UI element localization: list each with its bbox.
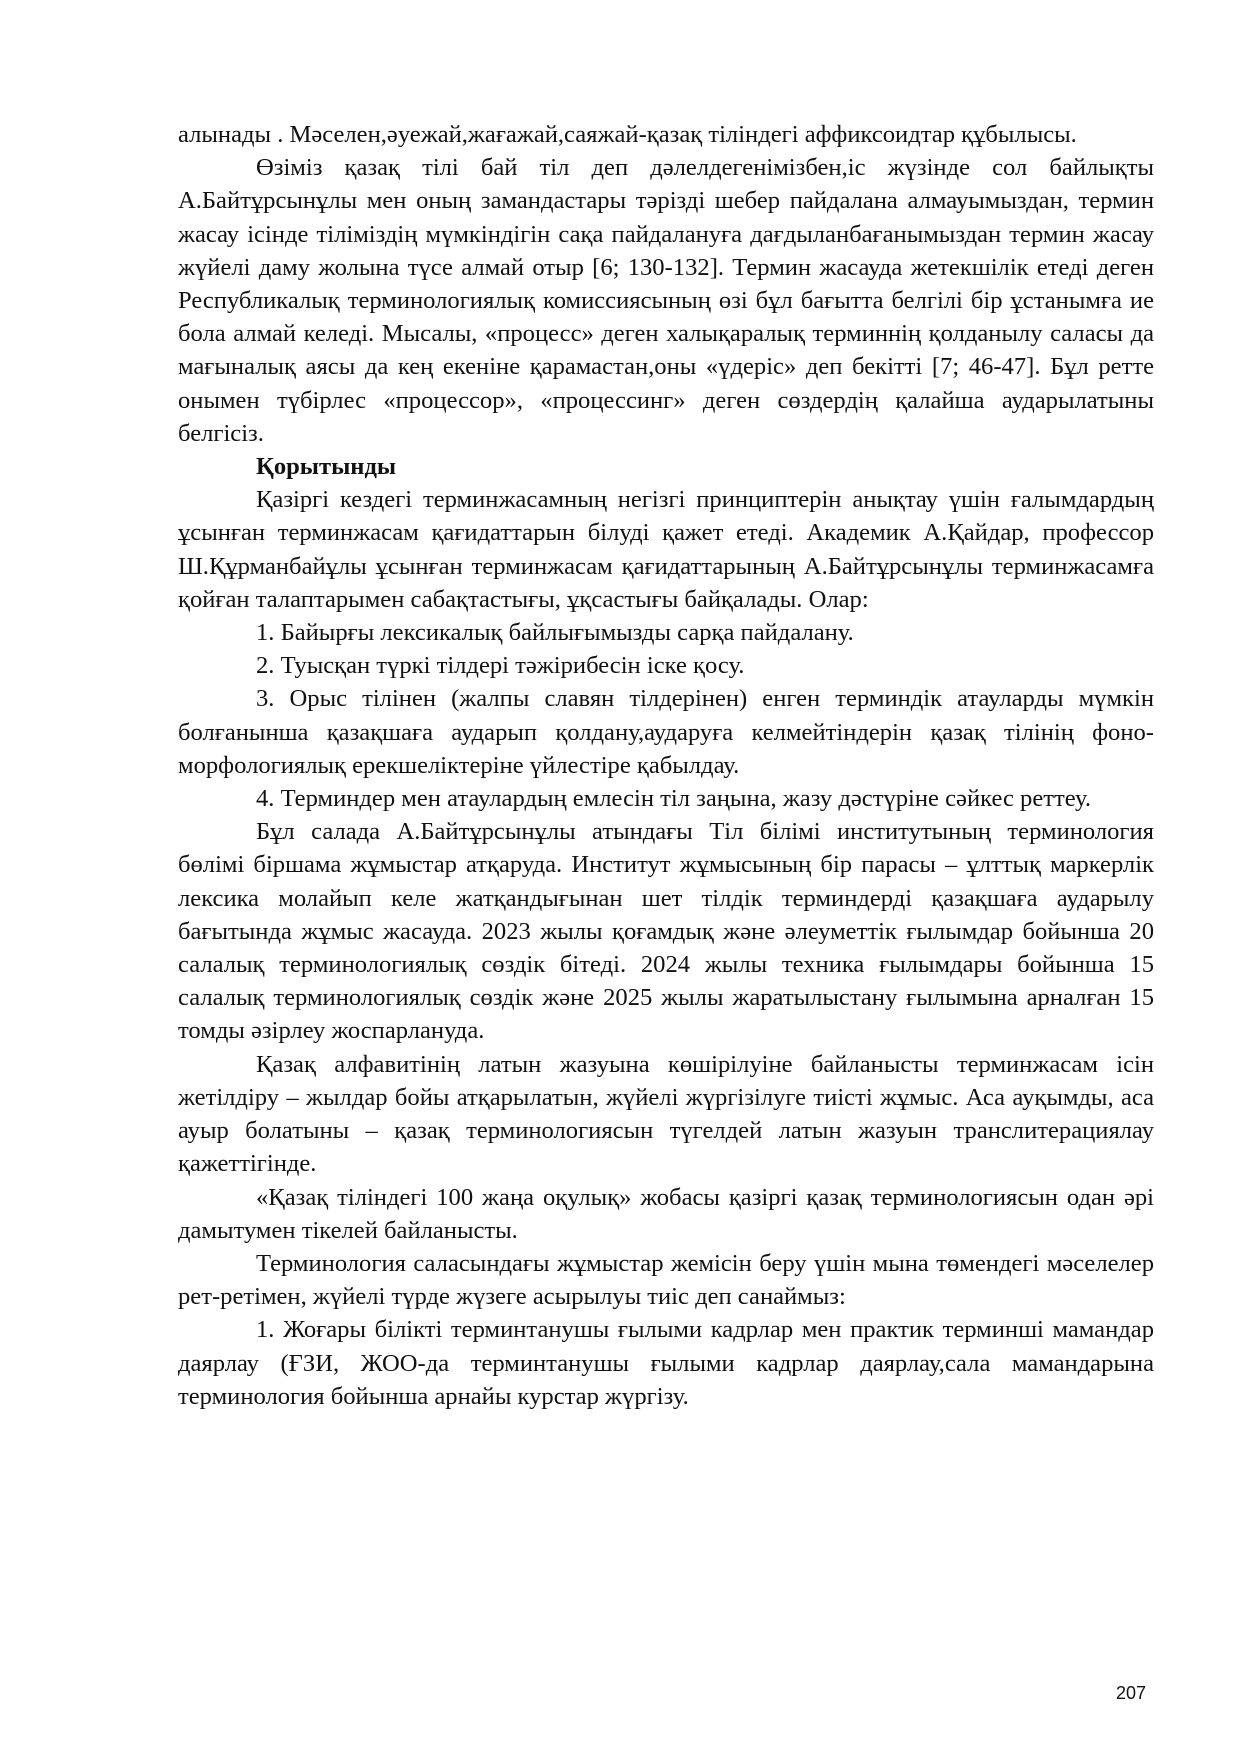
paragraph: Қазақ алфавитінің латын жазуына көшірілуіне байланысты терминжасам ісін жетілдіру – жылдар бойы атқарылатын, жүйелі жүргізілуге тиісті жұмыс. Аса ауқымды, аса ауыр болатыны – қазақ терминологиясын түгелдей латын жазуын транслитерациялау қажеттігінде. (178, 1050, 1154, 1178)
list-item: 1. Жоғары білікті терминтанушы ғылыми кадрлар мен практик терминші мамандар даярлау (ҒЗИ, ЖОО-да терминтанушы ғылыми кадрлар даярлау,сала мамандарына терминология бойынша арнайы курстар жүргізу. (178, 1316, 1154, 1410)
paragraph: «Қазақ тіліндегі 100 жаңа оқулық» жобасы қазіргі қазақ терминологиясын одан әрі дамытумен тікелей байланысты. (178, 1183, 1154, 1244)
paragraph: алынады . Мәселен,әуежай,жағажай,саяжай-қазақ тіліндегі аффиксоидтар құбылысы. (178, 121, 1077, 148)
list-item: 2. Туысқан түркі тілдері тәжірибесін іске қосу. (256, 652, 745, 680)
list-item: 4. Терминдер мен атаулардың емлесін тіл заңына, жазу дәстүріне сәйкес реттеу. (256, 785, 1092, 813)
list-item: 1. Байырғы лексикалық байлығымызды сарқа пайдалану. (256, 619, 854, 647)
document-body (178, 118, 1154, 1413)
section-heading: Қорытынды (256, 453, 397, 481)
paragraph: Қазіргі кездегі терминжасамның негізгі принциптерін анықтау үшін ғалымдардың ұсынған терминжасам қағидаттарын білуді қажет етеді. Академик А.Қайдар, профессор Ш.Құрманбайұлы ұсынған терминжасам қағидаттарының А.Байтұрсынұлы терминжасамға қойған талаптарымен сабақтастығы, ұқсастығы байқалады. Олар: (178, 486, 1154, 613)
paragraph: Бұл салада А.Байтұрсынұлы атындағы Тіл білімі институтының терминология бөлімі біршама жұмыстар атқаруда. Институт жұмысының бір парасы – ұлттық маркерлік лексика молайып келе жатқандығынан шет тілдік терминдерді қазақшаға аударылу бағытында жұмыс жасауда. 2023 жылы қоғамдық және әлеуметтік ғылымдар бойынша 20 салалық терминологиялық сөздік бітеді. 2024 жылы техника ғылымдары бойынша 15 салалық терминологиялық сөздік және 2025 жылы жаратылыстану ғылымына арналған 15 томды әзірлеу жоспарлануда. (178, 818, 1154, 1045)
list-item: 3. Орыс тілінен (жалпы славян тілдерінен) енген терминдік атауларды мүмкін болғанынша қазақшаға аударып қолдану,аударуға келмейтіндерін қазақ тілінің фоно-морфологиялық ерекшеліктеріне үйлестіре қабылдау. (178, 685, 1154, 779)
page-number: 207 (1116, 1683, 1147, 1703)
paragraph: Өзіміз қазақ тілі бай тіл деп дәлелдегенімізбен,іс жүзінде сол байлықты А.Байтұрсынұлы мен оның замандастары тәрізді шебер пайдалана алмауымыздан, термин жасау ісінде тіліміздің мүмкіндігін сақа пайдалануға дағдыланбағанымыздан термин жасау жүйелі даму жолына түсе алмай отыр [6; 130-132]. Термин жасауда жетекшілік етеді деген Республикалық терминологиялық комиссиясының өзі бұл бағытта белгілі бір ұстанымға ие бола алмай келеді. Мысалы, «процесс» деген халықаралық терминнің қолданылу саласы да мағыналық аясы да кең екеніне қарамастан,оны «үдеріс» деп бекітті [7; 46-47]. Бұл ретте онымен түбірлес «процессор», «процессинг» деген сөздердің қалайша аударылатыны белгісіз. (178, 154, 1154, 447)
paragraph: Терминология саласындағы жұмыстар жемісін беру үшін мына төмендегі мәселелер рет-ретімен, жүйелі түрде жүзеге асырылуы тиіс деп санаймыз: (178, 1249, 1154, 1311)
